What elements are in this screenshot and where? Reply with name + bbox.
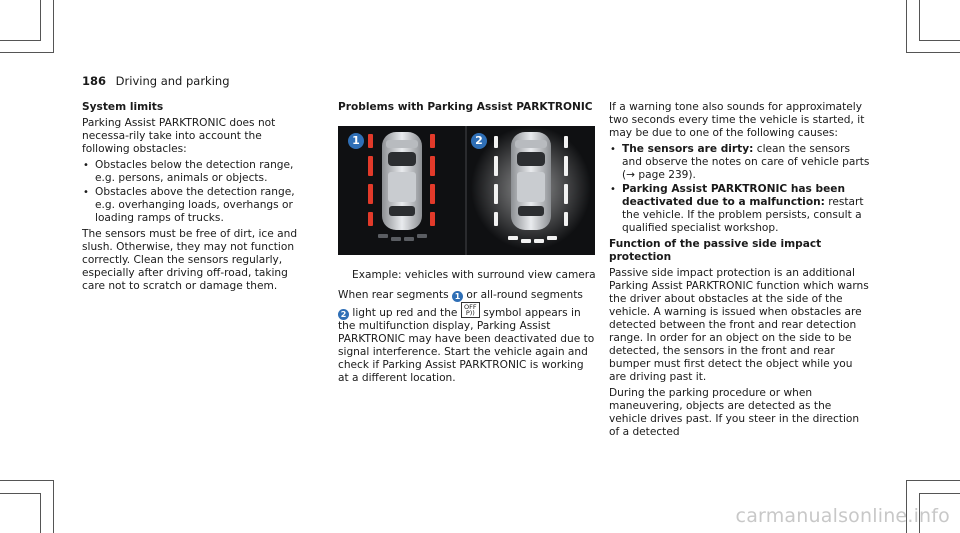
- parktronic-illustration: [338, 126, 595, 255]
- crop-mark: [0, 40, 41, 41]
- watermark: carmanualsonline.info: [735, 505, 950, 527]
- page-number: 186: [82, 74, 107, 88]
- heading-side-impact: Function of the passive side impact protection: [609, 238, 822, 263]
- obstacle-list: [82, 159, 312, 225]
- heading-problems: Problems with Parking Assist PARKTRONIC: [338, 101, 593, 113]
- side-impact-text: Passive side impact protection is an additional Parking Assist PARKTRONIC function which warns the driver about obstacles at the side of the vehicle. A warning is issued when obstacles are detected between the front and rear detection range. In order for an object on the side to be detected, the sensors in the front and rear bumper must first detect the object while you are driving past it.: [609, 267, 869, 383]
- crop-mark: [40, 0, 41, 41]
- list-item: • The sensors are dirty: clean the sensors and observe the notes on care of vehicle parts (→ page 239).: [609, 143, 871, 182]
- crop-mark: [0, 52, 54, 53]
- badge-2: 2: [338, 309, 349, 320]
- crop-mark: [40, 493, 41, 533]
- warning-tone-text: If a warning tone also sounds for approximately two seconds every time the vehicle is started, it may be due to one of the following causes:: [609, 101, 865, 139]
- list-item: • Obstacles above the detection range, e.g. overhanging loads, overhangs or loading ramps of trucks.: [82, 186, 312, 225]
- parktronic-figure: [338, 126, 595, 255]
- crop-mark: [53, 0, 54, 52]
- badge-1: 1: [452, 291, 463, 302]
- crop-mark: [906, 52, 960, 53]
- column-middle: [338, 101, 596, 117]
- list-item: • Obstacles below the detection range, e.g. persons, animals or objects.: [82, 159, 312, 185]
- crop-mark: [906, 0, 907, 52]
- column-left: [82, 101, 312, 296]
- car-left: [368, 132, 435, 241]
- crop-mark: [0, 480, 54, 481]
- figure-caption: Example: vehicles with surround view camera: [352, 269, 596, 281]
- figure-badge-1: 1: [348, 133, 364, 149]
- column-middle-body: [338, 289, 596, 388]
- crop-mark: [53, 480, 54, 533]
- parktronic-off-icon: OFF P)): [461, 302, 480, 318]
- figure-badge-2: 2: [471, 133, 487, 149]
- crop-mark: [919, 0, 920, 41]
- crop-mark: [919, 40, 960, 41]
- crop-mark: [0, 493, 41, 494]
- heading-system-limits: System limits: [82, 101, 164, 113]
- intro-text: Parking Assist PARKTRONIC does not necessa-rily take into account the following obstacles:: [82, 117, 276, 155]
- car-right: [471, 126, 591, 250]
- rear-segments-text: When rear segments 1 or all-round segments 2 light up red and the OFF P)) symbol appears in the multifunction display, Parking Assist PARKTRONIC may have been deactivated due to signal interference. Start the vehicle again and check if Parking Assist PARKTRONIC is working at a different location.: [338, 289, 595, 384]
- causes-list: [609, 143, 871, 235]
- crop-mark: [906, 480, 960, 481]
- section-title: Driving and parking: [115, 74, 230, 88]
- page-header: [82, 74, 230, 88]
- column-right: [609, 101, 871, 442]
- sensor-cleaning-text: The sensors must be free of dirt, ice and slush. Otherwise, they may not function correctly. Clean the sensors regularly, especially after driving off-road, taking care not to scratch or damage them.: [82, 228, 298, 292]
- list-item: • Parking Assist PARKTRONIC has been deactivated due to a malfunction: restart the vehicle. If the problem persists, consult a qualified specialist workshop.: [609, 183, 871, 235]
- parking-procedure-text: During the parking procedure or when maneuvering, objects are detected as the vehicle drives past. If you steer in the direction of a detected: [609, 387, 860, 438]
- crop-mark: [919, 493, 960, 494]
